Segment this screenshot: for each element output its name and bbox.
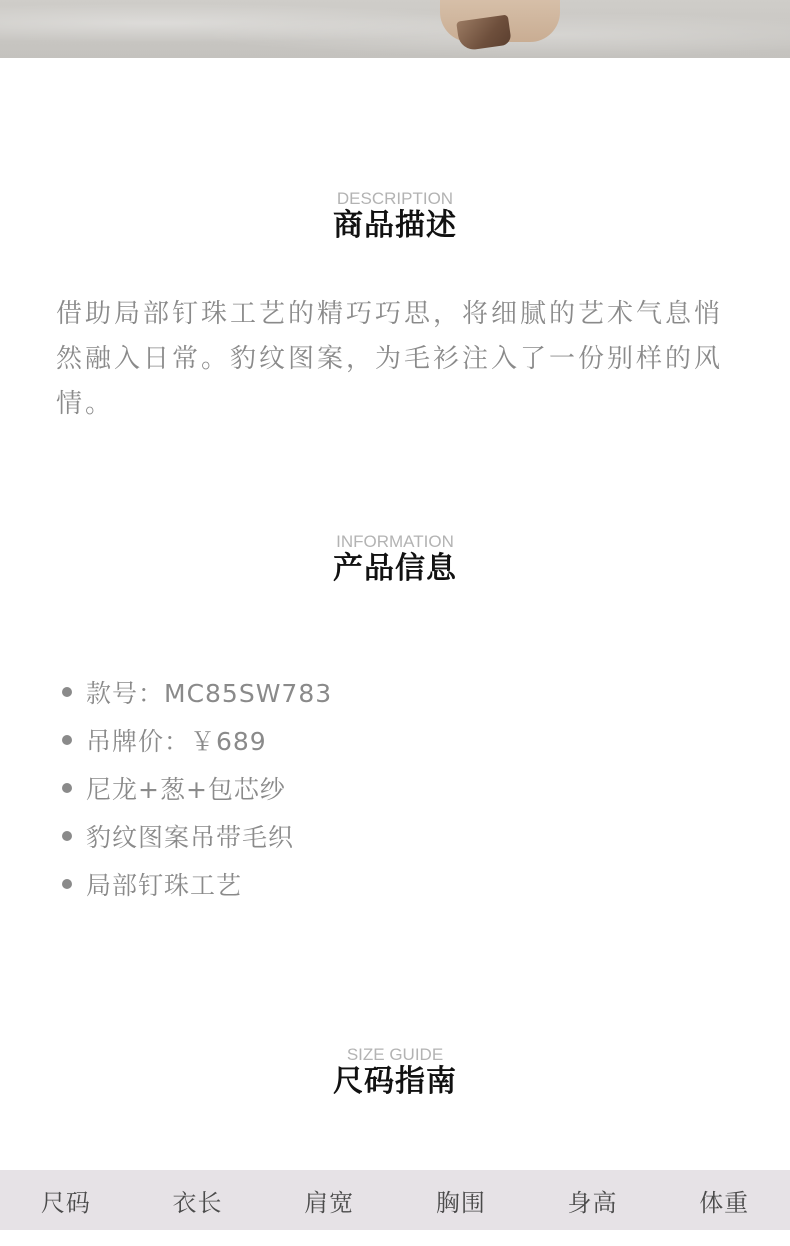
list-item bbox=[62, 860, 332, 908]
size-table-header bbox=[0, 1170, 790, 1230]
list-item bbox=[62, 716, 332, 764]
size-guide-heading bbox=[0, 1045, 790, 1099]
description-text: 借助局部钉珠工艺的精巧巧思，将细腻的艺术气息悄然融入日常。豹纹图案，为毛衫注入了一份别样的风情。 bbox=[56, 299, 724, 419]
bullet-dot-icon bbox=[62, 687, 72, 697]
size-column-weight: 体重 bbox=[699, 1188, 750, 1217]
size-guide-heading-en: SIZE GUIDE bbox=[346, 1045, 444, 1064]
list-item bbox=[62, 764, 332, 812]
information-heading bbox=[0, 532, 790, 586]
info-item-text: 款号：MC85SW783 bbox=[86, 679, 333, 708]
beaded-detail bbox=[456, 15, 512, 52]
information-list bbox=[62, 668, 332, 908]
description-heading bbox=[0, 189, 790, 243]
bullet-dot-icon bbox=[62, 735, 72, 745]
description-heading-zh: 商品描述 bbox=[333, 208, 457, 243]
info-item-text: 吊牌价：￥689 bbox=[86, 727, 267, 756]
product-photo-crop bbox=[0, 0, 790, 58]
information-heading-zh: 产品信息 bbox=[333, 551, 457, 586]
info-item-text: 局部钉珠工艺 bbox=[86, 871, 243, 900]
bullet-dot-icon bbox=[62, 831, 72, 841]
size-column-height: 身高 bbox=[567, 1188, 618, 1217]
description-heading-en: DESCRIPTION bbox=[336, 189, 454, 208]
size-column-shoulder: 肩宽 bbox=[304, 1188, 355, 1217]
size-column-size: 尺码 bbox=[40, 1188, 91, 1217]
list-item bbox=[62, 668, 332, 716]
size-column-length: 衣长 bbox=[172, 1188, 223, 1217]
bullet-dot-icon bbox=[62, 879, 72, 889]
info-item-text: 豹纹图案吊带毛织 bbox=[86, 823, 295, 852]
list-item bbox=[62, 812, 332, 860]
bullet-dot-icon bbox=[62, 783, 72, 793]
size-column-bust: 胸围 bbox=[435, 1188, 486, 1217]
size-guide-heading-zh: 尺码指南 bbox=[333, 1064, 457, 1099]
information-heading-en: INFORMATION bbox=[336, 532, 454, 551]
info-item-text: 尼龙+葱+包芯纱 bbox=[86, 775, 286, 804]
